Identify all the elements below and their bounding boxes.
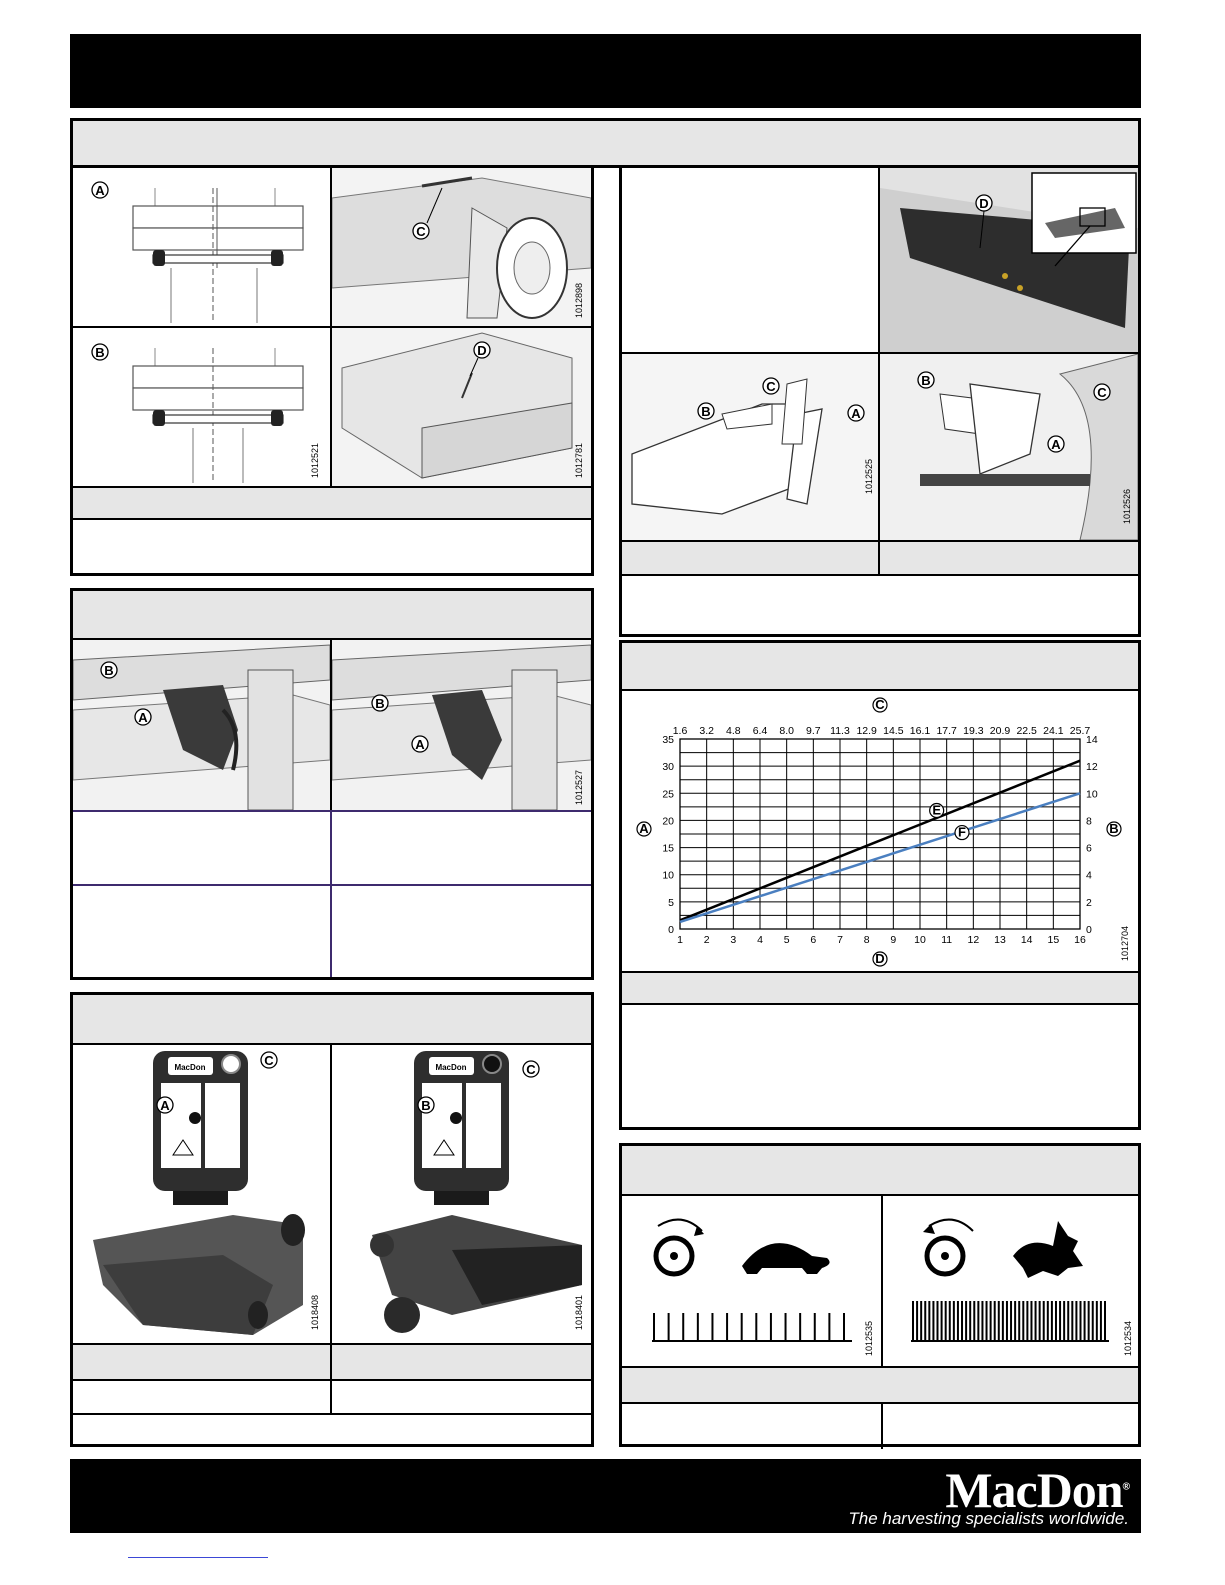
callout-c: C (526, 1062, 536, 1077)
callout-a: A (851, 406, 861, 421)
x-tick-label: 11 (941, 934, 953, 946)
axis-label-right: B (1109, 821, 1119, 836)
top-tick-label: 19.3 (963, 725, 984, 737)
brand-tagline: The harvesting specialists worldwide. (848, 1509, 1129, 1528)
x-tick-label: 2 (703, 934, 710, 946)
figure-id: 1012525 (864, 458, 874, 494)
y2-tick-label: 0 (1086, 924, 1092, 936)
y2-tick-label: 6 (1086, 842, 1092, 855)
fast-speed-icon (883, 1196, 1138, 1366)
panel-logo: MacDon (174, 1063, 206, 1072)
speed-icons-box (619, 1143, 1141, 1447)
callout-a: A (415, 737, 425, 752)
callout-a: A (95, 183, 105, 198)
figure-id: 1012898 (574, 282, 584, 318)
y-tick-label: 30 (662, 761, 674, 774)
diagram-a (73, 168, 330, 326)
x-tick-label: 7 (837, 934, 843, 946)
callout-d: D (477, 343, 487, 358)
y-tick-label: 20 (662, 815, 674, 828)
top-tick-label: 17.7 (936, 725, 957, 737)
speed-chart (622, 691, 1138, 971)
photo-deflector-d (880, 168, 1138, 352)
x-tick-label: 4 (757, 934, 763, 946)
y2-tick-label: 8 (1086, 815, 1092, 828)
figure-id: 1012781 (574, 442, 584, 478)
x-tick-label: 8 (863, 934, 870, 946)
y-tick-label: 35 (662, 734, 674, 746)
x-tick-label: 15 (1047, 934, 1060, 946)
callout-b: B (421, 1098, 431, 1113)
y2-tick-label: 2 (1086, 896, 1092, 909)
x-tick-label: 10 (914, 934, 926, 946)
axis-label-left: A (639, 821, 649, 836)
callout-b: B (104, 663, 114, 678)
photo-panel-b (332, 1045, 591, 1343)
slow-speed-icon (622, 1196, 881, 1366)
diagram-b (73, 328, 330, 486)
chart-box (619, 640, 1141, 1130)
section-header (70, 118, 1141, 168)
photo-c (332, 168, 591, 326)
figure-id: 1012526 (1122, 488, 1132, 524)
panel-logo: MacDon (435, 1063, 467, 1072)
figure-id: 1018408 (310, 1294, 320, 1330)
rake-box (619, 165, 1141, 637)
callout-b: B (701, 404, 711, 419)
top-tick-label: 3.2 (699, 725, 714, 737)
figure-id: 1018401 (574, 1294, 584, 1330)
top-tick-label: 14.5 (883, 725, 904, 737)
figure-id: 1012521 (310, 442, 320, 478)
y2-tick-label: 14 (1086, 734, 1098, 746)
top-tick-label: 22.5 (1016, 725, 1037, 737)
photo-panel-a (73, 1045, 330, 1343)
top-tick-label: 1.6 (672, 725, 688, 737)
top-tick-label: 24.1 (1043, 725, 1064, 737)
photo-spring-b (332, 640, 591, 810)
callout-b: B (921, 373, 931, 388)
top-title-bar (70, 34, 1141, 108)
figure-id: 1012527 (574, 769, 584, 805)
top-tick-label: 25.7 (1069, 725, 1091, 737)
axis-label-bottom: D (875, 951, 885, 966)
x-tick-label: 1 (677, 934, 683, 946)
top-tick-label: 9.7 (806, 725, 821, 737)
y-tick-label: 10 (662, 869, 674, 882)
top-tick-label: 6.4 (752, 725, 768, 737)
callout-a: A (160, 1098, 170, 1113)
series-line-e (680, 761, 1080, 921)
callout-b: B (375, 696, 385, 711)
y2-tick-label: 12 (1086, 761, 1098, 774)
y-tick-label: 15 (662, 842, 674, 855)
callout-c: C (766, 379, 776, 394)
top-tick-label: 4.8 (726, 725, 741, 737)
x-tick-label: 12 (967, 934, 980, 946)
footer-bar (70, 1459, 1141, 1533)
callout-d: D (979, 196, 989, 211)
figure-id: 1012534 (1123, 1320, 1133, 1356)
callout-c: C (264, 1053, 274, 1068)
alignment-box (70, 165, 594, 576)
rabbit-icon (1013, 1221, 1083, 1278)
top-tick-label: 16.1 (909, 725, 931, 737)
callout-a: A (138, 710, 148, 725)
x-tick-label: 14 (1020, 934, 1033, 946)
callout-c: C (1097, 385, 1107, 400)
x-tick-label: 9 (890, 934, 897, 946)
y-tick-label: 5 (668, 896, 674, 909)
y-tick-label: 0 (668, 924, 674, 936)
x-tick-label: 5 (783, 934, 790, 946)
axis-label-top: C (875, 697, 885, 712)
figure-id: 1012535 (864, 1320, 874, 1356)
brand-logo: MacDon® (945, 1462, 1129, 1518)
turtle-icon (742, 1243, 830, 1274)
photo-rake-left (622, 354, 878, 540)
spring-box (70, 588, 594, 980)
chart-svg (622, 691, 1138, 971)
photo-spring-a (73, 640, 330, 810)
x-tick-label: 6 (810, 934, 817, 946)
callout-a: A (1051, 437, 1061, 452)
top-tick-label: 12.9 (856, 725, 877, 737)
figure-id: 1012704 (1120, 925, 1130, 961)
y2-tick-label: 10 (1086, 788, 1098, 801)
y2-tick-label: 4 (1086, 869, 1092, 882)
footer-link-underline (128, 1557, 268, 1558)
y-tick-label: 25 (662, 788, 674, 801)
series-label-f: F (958, 824, 966, 840)
top-tick-label: 8.0 (779, 725, 794, 737)
x-tick-label: 13 (994, 934, 1006, 946)
x-tick-label: 3 (730, 934, 737, 946)
photo-rake-right (880, 354, 1138, 540)
top-tick-label: 20.9 (989, 725, 1011, 737)
photo-d (332, 328, 591, 486)
control-panel-box (70, 992, 594, 1447)
series-label-e: E (932, 802, 942, 818)
series-line-f (680, 793, 1080, 922)
callout-c: C (416, 224, 426, 239)
callout-b: B (95, 345, 105, 360)
top-tick-label: 11.3 (830, 725, 850, 737)
x-tick-label: 16 (1074, 934, 1086, 946)
